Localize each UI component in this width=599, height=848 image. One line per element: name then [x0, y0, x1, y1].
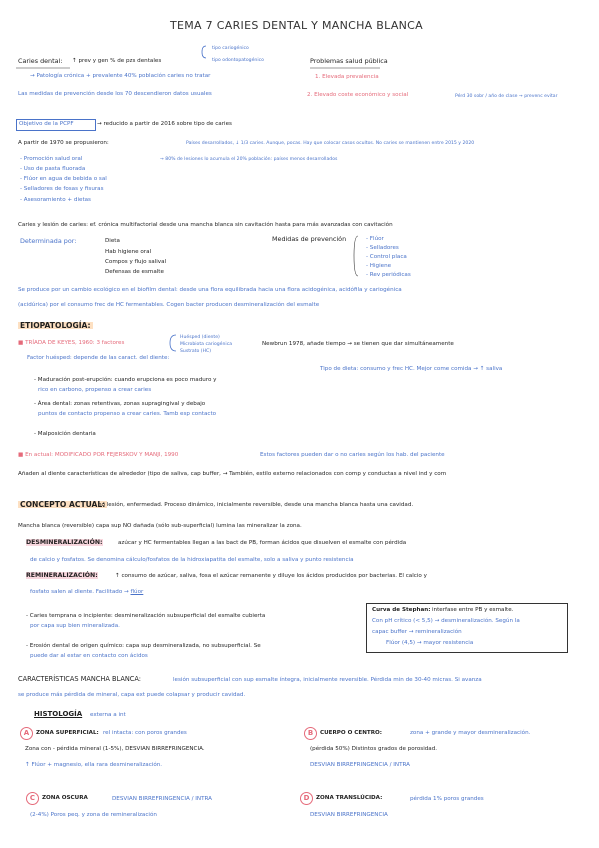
med-item-1: - Flúor — [366, 236, 384, 242]
zona-d-letter: D — [300, 792, 313, 805]
desmineralizacion-1: azúcar y HC fermentables llegan a las bact de PB, forman ácidos que disuelven el esmalte con pérdida — [118, 540, 407, 546]
actual-factores: Estos factores pueden dar o no caries según los hab. del paciente — [260, 452, 445, 458]
factor-sustrato: Sustrato (HC) — [180, 349, 212, 354]
problema-1: 1. Elevada prevalencia — [315, 74, 379, 80]
stephan-head: Curva de Stephan: — [372, 607, 431, 613]
biofilm-p1: Se produce por un cambio ecológico en el biofilm dental: desde una flora equilibrada hacia una flora acidogénica, acidófila y cariogénica — [18, 287, 402, 293]
etiopatologia-head: ETIOPATOLOGÍA: — [20, 321, 91, 330]
desmineralizacion-2: de calcio y fosfatos. Se denomina cálculo/fosfatos de la hidroxiapatita del esmalte, solo a saliva y punto resistencia — [30, 557, 354, 563]
zona-d-1: pérdida 1% poros grandes — [410, 796, 484, 802]
zona-b-2: (pérdida 50%) Distintos grados de porosidad. — [310, 746, 438, 752]
stephan-2: Con pH crítico (< 5,5) → desmineralización. Según la — [372, 618, 520, 624]
remineralizacion-1: ↑ consumo de azúcar, saliva, fosa el azúcar remanente y diluye los ácidos producidos por bacterias. El calcio y — [115, 573, 427, 579]
anaden-diente: Añaden al diente características de alrededor (tipo de saliva, cap buffer, → También, estilo externo relacionados con comp y conductas a nivel ind y com — [18, 471, 447, 477]
area-dental-2: puntos de contacto propenso a crear caries. Tamb esp contacto — [38, 411, 217, 417]
pcpf-r2: → 80% de lesiones lo acumula el 20% población: países menos desarrollados — [160, 157, 338, 162]
maduracion-2: rico en carbono, propenso a crear caries — [38, 387, 152, 393]
pcpf-item-3: - Flúor en agua de bebida o sal — [20, 176, 107, 182]
remineralizacion-head: REMINERALIZACIÓN: — [26, 572, 98, 579]
zona-c-letter: C — [26, 792, 39, 805]
tipo-odontopatogenico: tipo odontopatogénico — [212, 58, 264, 63]
stephan-4: Flúor (4,5) → mayor resistencia — [386, 640, 474, 646]
caries-definicion: Caries y lesión de caries: ef. crónica multifactorial desde una mancha blanca sin cavitación hasta para más avanzadas con cavitación — [18, 222, 393, 228]
medidas-prevencion: Medidas de prevención — [272, 235, 347, 243]
pcpf-item-2: - Uso de pasta fluorada — [20, 166, 86, 172]
area-dental-1: - Área dental: zonas retentivas, zonas supragingival y debajo — [34, 401, 206, 407]
caries-dental-label: Caries dental: — [18, 57, 63, 65]
det-item-2: Hab higiene oral — [105, 249, 152, 255]
zona-b-1: zona + grande y mayor desmineralización. — [410, 730, 531, 736]
determinada-por: Determinada por: — [20, 237, 77, 245]
problema-2-nota: Pérd 30 sobr / año de clase → prevenc evitar — [455, 94, 558, 99]
caries-temprana-2: por capa sup bien mineralizada. — [30, 623, 120, 629]
factor-huesped-desc: Factor huésped: depende de las caract. del diente: — [27, 355, 170, 361]
det-item-1: Dieta — [105, 238, 120, 244]
med-item-5: - Rev periódicas — [366, 272, 411, 278]
zona-d-2: DESVIAN BIRREFRINGENCIA — [310, 812, 388, 818]
tipo-cariogenico: tipo cariogénico — [212, 46, 249, 51]
tipo-dieta: Tipo de dieta: consumo y frec HC. Mejor come comida → ↑ saliva — [320, 366, 503, 372]
newbrun-text: Newbrun 1978, añade tiempo → se tienen que dar simultáneamente — [262, 341, 454, 347]
pcpf-item-5: - Asesoramiento + dietas — [20, 197, 91, 203]
caracteristicas-2: se produce más pérdida de mineral, capa ext puede colapsar y producir cavidad. — [18, 692, 246, 698]
pcpf-r1: Países desarrollados, ↓ 1/3 caries. Aunque, pocas. Hay que colocar casos ocultos. No caries se mantienen entre 2015 y 2020 — [186, 141, 475, 146]
det-item-3: Compos y flujo salival — [105, 259, 167, 265]
factor-huesped: Huésped (diente) — [180, 335, 220, 340]
pcpf-label: Objetivo de la PCPF — [19, 121, 74, 127]
zona-b-3: DESVIAN BIRREFRINGENCIA / INTRA — [310, 762, 411, 768]
remineralizacion-2: fosfato salen al diente. Facilitado → flúor — [30, 589, 144, 595]
page-title: TEMA 7 CARIES DENTAL Y MANCHA BLANCA — [170, 19, 423, 32]
det-item-4: Defensas de esmalte — [105, 269, 164, 275]
med-item-3: - Control placa — [366, 254, 407, 260]
problemas-salud-title: Problemas salud pública — [310, 57, 388, 65]
biofilm-p2: (acidúrica) por el consumo frec de HC fermentables. Cogen bacter producen desmineralización del esmalte — [18, 302, 320, 308]
triada-keyes: ■ TRÍADA DE KEYES, 1960: 3 factores — [18, 340, 125, 346]
stephan-3: capac buffer → remineralización — [372, 629, 462, 635]
stephan-1: interfase entre PB y esmalte. — [432, 607, 514, 613]
zona-a-letter: A — [20, 727, 33, 740]
zona-c-title: ZONA OSCURA — [42, 795, 88, 801]
histologia-head: HISTOLOGÍA — [34, 710, 83, 718]
factor-microbiota: Microbiota cariogénica — [180, 342, 233, 347]
malposicion: - Malposición dentaria — [34, 431, 96, 437]
pcpf-item-1: - Promoción salud oral — [20, 156, 83, 162]
concepto-actual-text: no lesión, enfermedad. Proceso dinámico, inicialmente reversible, desde una mancha blanca hasta una cavidad. — [98, 502, 414, 508]
zona-c-2: (2-4%) Poros peq. y zona de remineralización — [30, 812, 157, 818]
zona-a-title: ZONA SUPERFICIAL: — [36, 730, 99, 736]
caries-dental-text: ↑ prev y gen % de pzs dentales — [72, 58, 162, 64]
med-item-2: - Selladores — [366, 245, 399, 251]
problema-2: 2. Elevado coste económico y social — [307, 92, 409, 98]
zona-a-3: ↑ Flúor + magnesio, ella rara desmineralización. — [25, 762, 163, 768]
med-item-4: - Higiene — [366, 263, 392, 269]
caracteristicas-1: lesión subsuperficial con sup esmalte íntegra, inicialmente reversible. Pérdida min de 30-40 micras. Si avanza — [173, 677, 482, 683]
pcpf-1970: A partir de 1970 se propusieron: — [18, 140, 109, 146]
erosion-2: puede dar al estar en contacto con ácidos — [30, 653, 148, 659]
histologia-note: externa a int — [90, 712, 126, 718]
zona-d-title: ZONA TRANSLÚCIDA: — [316, 795, 383, 801]
desmineralizacion-head: DESMINERALIZACIÓN: — [26, 539, 103, 546]
zona-b-letter: B — [304, 727, 317, 740]
zona-c-1: DESVIAN BIRREFRINGENCIA / INTRA — [112, 796, 213, 802]
mancha-blanca-def: Mancha blanca (reversible) capa sup NO dañada (sólo sub-superficial) lumina las mineralizar la zona. — [18, 523, 302, 529]
maduracion-1: - Maduración post-erupción: cuando erupciona es poco maduro y — [34, 377, 217, 383]
pcpf-text: → reducido a partir de 2016 sobre tipo de caries — [97, 121, 232, 127]
concepto-actual-head: CONCEPTO ACTUAL: — [20, 500, 106, 509]
patologia-cronica: → Patología crónica + prevalente 40% población caries no tratar — [30, 73, 211, 79]
caracteristicas-head: CARACTERÍSTICAS MANCHA BLANCA: — [18, 675, 142, 683]
actual-fejerskov: ■ En actual: MODIFICADO POR FEJERSKOV Y MANJI, 1990 — [18, 452, 179, 458]
medidas-prevencion-70: Las medidas de prevención desde los 70 descendieron datos usuales — [18, 91, 212, 97]
zona-b-title: CUERPO O CENTRO: — [320, 730, 383, 736]
caries-temprana-1: - Caries temprana o incipiente: desmineralización subsuperficial del esmalte cubierta — [26, 613, 266, 619]
erosion-1: - Erosión dental de origen químico: capa sup desmineralizada, no subsuperficial. Se — [26, 643, 261, 649]
zona-a-1: rel intacta: con poros grandes — [103, 730, 187, 736]
zona-a-2: Zona con - pérdida mineral (1-5%), DESVIAN BIRREFRINGENCIA. — [25, 746, 205, 752]
pcpf-item-4: - Selladores de fosas y fisuras — [20, 186, 104, 192]
